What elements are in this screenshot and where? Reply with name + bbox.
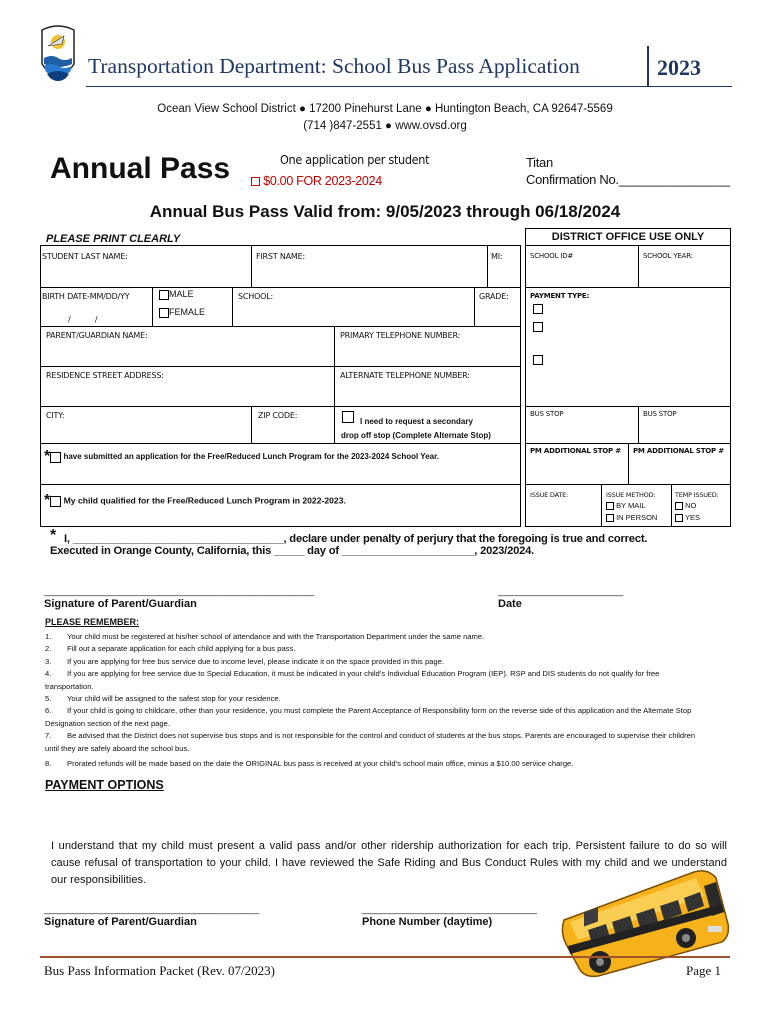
declaration-asterisk: * [50,527,57,544]
grade-field[interactable]: GRADE: [479,292,509,301]
title-divider [647,46,649,86]
female-option[interactable] [159,307,205,318]
in-person-option[interactable] [606,513,657,522]
school-field[interactable]: SCHOOL: [238,292,274,301]
list-item: 7. Be advised that the District does not supervise bus stops and is not responsible for the control and conduct of students at the bus stops. Parents are encouraged to supervise their children until they are safely aboard the school bus. [45,731,696,753]
lunch-submitted-checkbox[interactable] [50,452,61,463]
district-logo-icon [38,24,78,88]
list-item: 4. If you are applying for free service due to Special Education, it must be indicated in your child’s Individual Education Program (IEP). RSP and DIS students do not qualify for free transportation. [45,669,660,691]
bus-stop-field-2[interactable]: BUS STOP [643,410,677,418]
birth-date-field[interactable]: BIRTH DATE-MM/DD/YY [42,292,130,301]
yes-checkbox[interactable] [675,514,683,522]
asterisk: * [44,492,51,509]
female-label: FEMALE [169,307,206,317]
issue-date-field[interactable]: ISSUE DATE: [530,491,568,499]
date-line[interactable]: _________________________ [498,586,624,596]
phone-number-label: Phone Number (daytime) [362,916,493,928]
last-name-field[interactable]: STUDENT LAST NAME: [42,252,128,261]
price-text: $0.00 FOR 2023-2024 [263,174,382,188]
lunch-qualified-checkbox[interactable] [50,496,61,507]
issue-method-label: ISSUE METHOD: [606,491,656,499]
no-checkbox[interactable] [675,502,683,510]
office-title: DISTRICT OFFICE USE ONLY [525,229,731,246]
by-mail-label: BY MAIL [616,501,646,510]
lunch-submitted-row[interactable] [44,448,439,466]
secondary-stop-line1: I need to request a secondary [360,417,473,426]
declaration-line1: I, ___________________________________, declare under penalty of perjury that the foregoing is true and correct. [64,533,648,545]
page-title: Transportation Department: School Bus Pass Application [88,54,580,78]
payment-heading: PAYMENT OPTIONS [45,778,164,792]
confirmation-number: Confirmation No.________________ [526,172,730,187]
primary-phone-field[interactable]: PRIMARY TELEPHONE NUMBER: [340,331,461,340]
payment-type-field: PAYMENT TYPE: [530,292,590,300]
mi-field[interactable]: MI: [491,252,503,261]
print-clearly: PLEASE PRINT CLEARLY [46,233,181,245]
header-year: 2023 [657,55,701,80]
date-label: Date [498,598,522,610]
ridership-statement: I understand that my child must present a valid pass and/or other ridership authorization for each trip. Persistent failure to do so will cause refusal of transportation to your child. I have reviewed the Safe Riding and Bus Conduct Rules with my child and we understand our responsibilities. [51,840,727,886]
by-mail-option[interactable] [606,501,646,510]
phone-number-line[interactable]: ___________________________________ [362,904,538,914]
parent-signature-label: Signature of Parent/Guardian [44,598,197,610]
no-option[interactable] [675,501,696,510]
list-item: 2. Fill out a separate application for each child applying for a bus pass. [45,644,296,654]
list-item: 1. Your child must be registered at his/her school of attendance and with the Transportation Department under the same name. [45,632,485,641]
secondary-stop-line2: drop off stop (Complete Alternate Stop) [341,431,491,440]
parent-signature-line[interactable]: ______________________________________________________ [44,586,315,596]
lunch-submitted-text: have submitted an application for the Free/Reduced Lunch Program for the 2023-2024 School Year. [63,452,439,462]
parent-name-field[interactable]: PARENT/GUARDIAN NAME: [46,331,148,340]
yes-label: YES [684,513,700,522]
in-person-label: IN PERSON [616,513,658,522]
yes-option[interactable] [675,513,700,522]
school-bus-icon [558,864,734,978]
district-contact: (714 )847-2551 ● www.ovsd.org [303,120,467,132]
secondary-stop-checkbox[interactable] [342,411,354,423]
male-label: MALE [169,289,194,299]
pm-stop-field-2[interactable]: PM ADDITIONAL STOP # [633,447,724,455]
zip-field[interactable]: ZIP CODE: [258,411,298,420]
declaration-line2: Executed in Orange County, California, this _____ day of ______________________, 2023/2024. [50,545,535,557]
price-line [251,174,382,188]
payment-signature-label: Signature of Parent/Guardian [44,916,197,928]
lunch-qualified-row[interactable] [44,492,346,510]
alt-phone-field[interactable]: ALTERNATE TELEPHONE NUMBER: [340,371,470,380]
temp-issued-label: TEMP ISSUED: [675,491,719,499]
by-mail-checkbox[interactable] [606,502,614,510]
male-checkbox[interactable] [159,290,169,300]
title-underline [86,86,732,87]
lunch-qualified-text: My child qualified for the Free/Reduced Lunch Program in 2022-2023. [63,495,346,506]
list-item: 5. Your child will be assigned to the safest stop for your residence. [45,694,281,704]
payment-checkbox-1[interactable] [533,304,543,314]
residence-field[interactable]: RESIDENCE STREET ADDRESS: [46,371,164,380]
pm-stop-field-1[interactable]: PM ADDITIONAL STOP # [530,447,621,455]
first-name-field[interactable]: FIRST NAME: [256,252,305,261]
remember-list [45,631,697,770]
list-item: 8. Prorated refunds will be made based on the date the ORIGINAL bus pass is received at your child’s school main office, minus a $10.00 service charge. [45,759,574,769]
annual-pass-heading: Annual Pass [50,152,231,185]
male-option[interactable] [159,289,194,300]
remember-heading: PLEASE REMEMBER: [45,617,140,627]
payment-signature-line[interactable]: ___________________________________________ [44,904,260,914]
female-checkbox[interactable] [159,308,169,318]
footer-rule [40,956,730,958]
in-person-checkbox[interactable] [606,514,614,522]
bus-stop-field-1[interactable]: BUS STOP [530,410,564,418]
price-checkbox[interactable] [251,177,260,186]
valid-dates: Annual Bus Pass Valid from: 9/05/2023 through 06/18/2024 [149,202,621,221]
birth-date-slashes: / / [68,315,98,324]
payment-checkbox-3[interactable] [533,355,543,365]
one-per-student: One application per student [280,152,430,167]
titan-label: Titan [526,155,553,170]
page-number: Page 1 [686,963,722,978]
district-address: Ocean View School District ● 17200 Pinehurst Lane ● Huntington Beach, CA 92647-5569 [157,103,613,115]
school-id-field[interactable]: SCHOOL ID# [530,252,574,260]
footer-revision: Bus Pass Information Packet (Rev. 07/2023) [44,963,275,978]
list-item: 3. If you are applying for free bus service due to income level, please indicate it on the space provided in this page. [45,656,444,666]
city-field[interactable]: CITY: [46,411,65,420]
list-item: 6. If your child is going to childcare, other than your residence, you must complete the Parent Acceptance of Responsibility form on the reverse side of this application and the Alternate Stop Designation section of the next page. [45,706,692,728]
no-label: NO [685,501,697,510]
payment-checkbox-2[interactable] [533,322,543,332]
asterisk: * [44,448,51,465]
school-year-field[interactable]: SCHOOL YEAR: [643,252,693,260]
